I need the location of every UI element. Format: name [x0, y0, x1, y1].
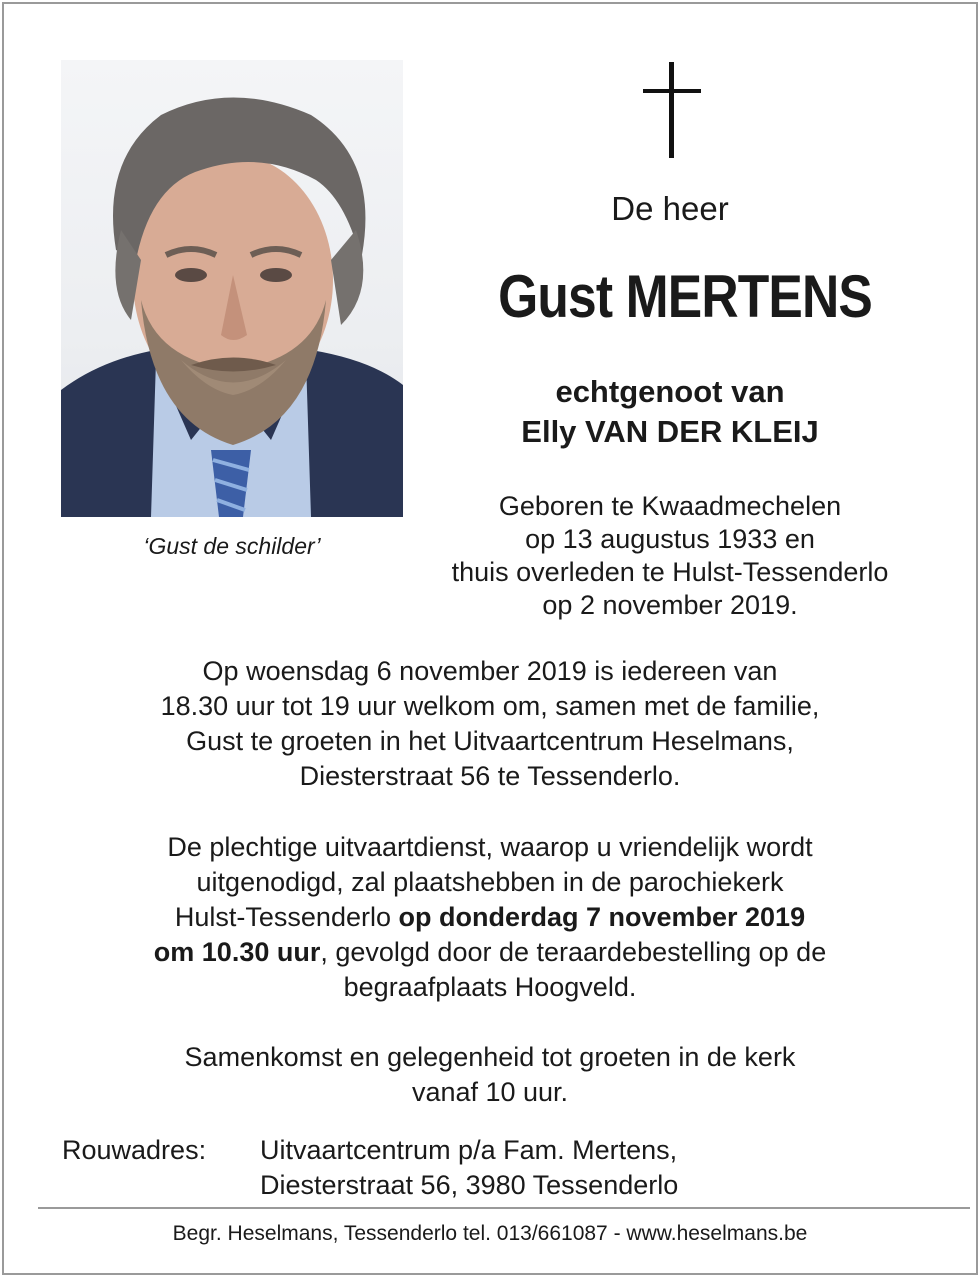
footer-text: Begr. Heselmans, Tessenderlo tel. 013/661087 - www.heselmans.be — [172, 1222, 808, 1245]
service-line-2: uitgenodigd, zal plaatshebben in de parochiekerk — [196, 867, 784, 897]
visitation-line-1: Op woensdag 6 november 2019 is iedereen van — [202, 656, 778, 686]
service-line-4 — [40, 935, 940, 970]
gathering-line-2: vanaf 10 uur. — [411, 1077, 569, 1107]
footer-divider — [38, 1207, 970, 1209]
spouse-relation: echtgenoot van — [555, 374, 785, 409]
cross-icon — [643, 62, 701, 158]
visitation-line-3: Gust te groeten in het Uitvaartcentrum Heselmans, — [186, 726, 794, 756]
address-line-1: Uitvaartcentrum p/a Fam. Mertens, — [260, 1135, 678, 1165]
address-label: Rouwadres: — [62, 1135, 207, 1165]
visitation-line-4: Diesterstraat 56 te Tessenderlo. — [299, 761, 681, 791]
honorific: De heer — [611, 190, 729, 227]
service-line-1: De plechtige uitvaartdienst, waarop u vriendelijk wordt — [167, 832, 813, 862]
birth-line-4: op 2 november 2019. — [542, 590, 798, 620]
birth-line-3: thuis overleden te Hulst-Tessenderlo — [451, 557, 889, 587]
service-date: op donderdag 7 november 2019 — [398, 902, 806, 932]
birth-death-block — [400, 490, 940, 622]
address-line-2: Diesterstraat 56, 3980 Tessenderlo — [260, 1170, 679, 1200]
address-lines — [260, 1133, 678, 1203]
service-church: Hulst-Tessenderlo — [174, 902, 399, 932]
portrait-photo — [61, 60, 403, 517]
service-paragraph — [40, 830, 940, 1005]
service-burial-text: , gevolgd door de teraardebestelling op de — [320, 937, 827, 967]
deceased-name: Gust MERTENS — [498, 263, 872, 330]
service-line-3 — [40, 900, 940, 935]
service-line-5: begraafplaats Hoogveld. — [343, 972, 637, 1002]
spouse-name: Elly VAN DER KLEIJ — [521, 414, 819, 449]
birth-line-2: op 13 augustus 1933 en — [525, 524, 815, 554]
visitation-line-2: 18.30 uur tot 19 uur welkom om, samen met de familie, — [160, 691, 820, 721]
photo-caption: ‘Gust de schilder’ — [143, 533, 321, 559]
birth-line-1: Geboren te Kwaadmechelen — [498, 491, 842, 521]
gathering-line-1: Samenkomst en gelegenheid tot groeten in de kerk — [184, 1042, 796, 1072]
gathering-paragraph — [40, 1040, 940, 1110]
visitation-paragraph — [40, 654, 940, 794]
service-time: om 10.30 uur — [153, 937, 321, 967]
spouse-block — [440, 372, 900, 452]
